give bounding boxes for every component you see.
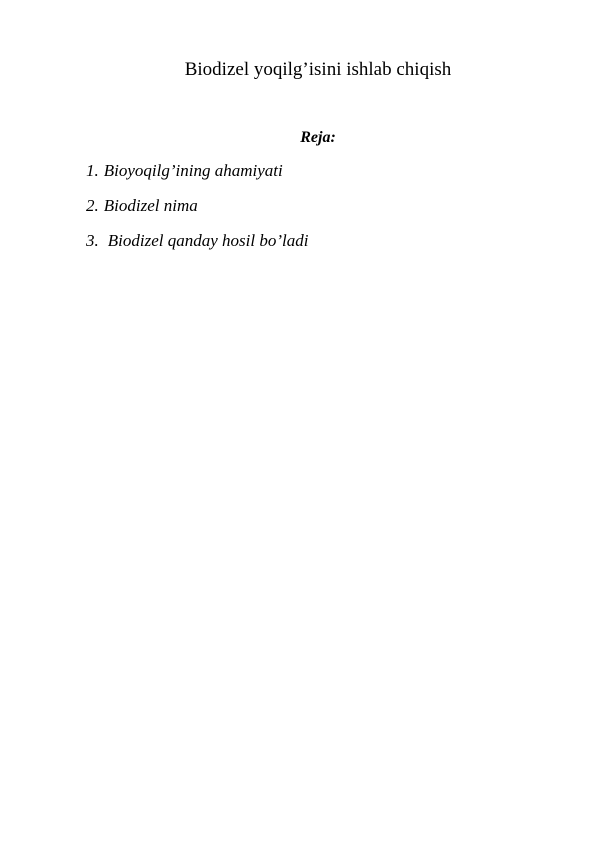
plan-item-2 [86, 195, 308, 230]
plan-item-3 [86, 230, 308, 265]
plan-item-text: Biodizel nima [103, 196, 198, 215]
plan-heading: Reja: [300, 129, 336, 146]
plan-item-number: 2. [86, 196, 99, 215]
plan-item-number: 1. [86, 161, 99, 180]
document-title: Biodizel yoqilg’isini ishlab chiqish [184, 59, 452, 80]
plan-item-text: Biodizel qanday hosil bo’ladi [107, 231, 309, 250]
plan-item-1 [86, 160, 308, 195]
plan-item-number: 3. [86, 231, 99, 250]
plan-list [86, 160, 308, 265]
plan-item-text: Bioyoqilg’ining ahamiyati [103, 161, 283, 180]
